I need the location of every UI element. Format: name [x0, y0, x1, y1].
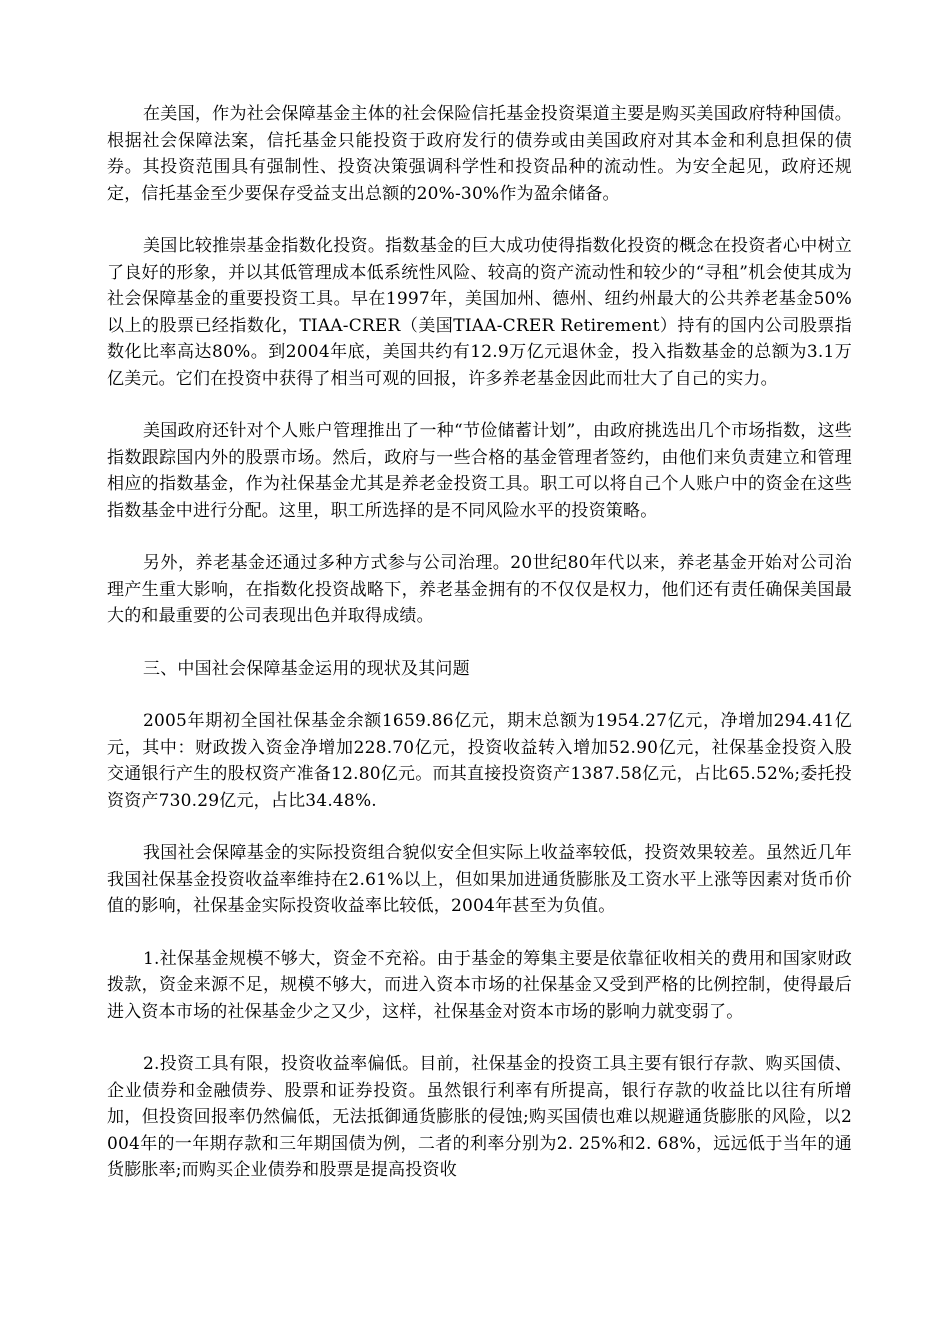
paragraph-us-trust-fund: 在美国，作为社会保障基金主体的社会保险信托基金投资渠道主要是购买美国政府特种国债。根据社会保障法案，信托基金只能投资于政府发行的债券或由美国政府对其本金和利息担保的债券。其投资范围具有强制性、投资决策强调科学性和投资品种的流动性。为安全起见，政府还规定，信托基金至少要保存受益支出总额的20%-30%作为盈余储备。	[107, 104, 852, 204]
paragraph-corporate-governance: 另外，养老基金还通过多种方式参与公司治理。20世纪80年代以来，养老基金开始对公司治理产生重大影响，在指数化投资战略下，养老基金拥有的不仅仅是权力，他们还有责任确保美国最大的和最重要的公司表现出色并取得成绩。	[107, 553, 852, 626]
paragraph-portfolio-returns: 我国社会保障基金的实际投资组合貌似安全但实际上收益率较低，投资效果较差。虽然近几年我国社保基金投资收益率维持在2.61%以上，但如果加进通货膨胀及工资水平上涨等因素对货币价值的影响，社保基金实际投资收益率比较低，2004年甚至为负值。	[107, 843, 852, 916]
paragraph-2005-balance: 2005年期初全国社保基金余额1659.86亿元，期末总额为1954.27亿元，净增加294.41亿元，其中：财政拨入资金净增加228.70亿元，投资收益转入增加52.90亿元，社保基金投资入股交通银行产生的股权资产准备12.80亿元。而其直接投资资产1387.58亿元，占比65.52%;委托投资资产730.29亿元，占比34.48%.	[107, 711, 852, 811]
section-heading-china: 三、中国社会保障基金运用的现状及其问题	[143, 658, 470, 679]
paragraph-point-1: 1.社保基金规模不够大，资金不充裕。由于基金的筹集主要是依靠征收相关的费用和国家财政拨款，资金来源不足，规模不够大，而进入资本市场的社保基金又受到严格的比例控制，使得最后进入资本市场的社保基金少之又少，这样，社保基金对资本市场的影响力就变弱了。	[107, 948, 852, 1022]
document-page	[107, 101, 852, 1184]
paragraph-index-investing: 美国比较推崇基金指数化投资。指数基金的巨大成功使得指数化投资的概念在投资者心中树立了良好的形象，并以其低管理成本低系统性风险、较高的资产流动性和较少的“寻租”机会使其成为社会保障基金的重要投资工具。早在1997年，美国加州、德州、纽约州最大的公共养老基金50%以上的股票已经指数化，TIAA-CRER（美国TIAA-CRER Retirement）持有的国内公司股票指数化比率高达80%。到2004年底，美国共约有12.9万亿元退休金，投入指数基金的总额为3.1万亿美元。它们在投资中获得了相当可观的回报，许多养老基金因此而壮大了自己的实力。	[107, 236, 852, 389]
paragraph-point-2: 2.投资工具有限，投资收益率偏低。目前，社保基金的投资工具主要有银行存款、购买国债、企业债券和金融债券、股票和证券投资。虽然银行利率有所提高，银行存款的收益比以往有所增加，但投资回报率仍然偏低，无法抵御通货膨胀的侵蚀;购买国债也难以规避通货膨胀的风险，以2004年的一年期存款和三年期国债为例，二者的利率分别为2. 25%和2. 68%，远远低于当年的通货膨胀率;而购买企业债券和股票是提高投资收	[107, 1054, 852, 1180]
paragraph-thrift-savings-plan: 美国政府还针对个人账户管理推出了一种“节俭储蓄计划”，由政府挑选出几个市场指数，这些指数跟踪国内外的股票市场。然后，政府与一些合格的基金管理者签约，由他们来负责建立和管理相应的指数基金，作为社保基金尤其是养老金投资工具。职工可以将自己个人账户中的资金在这些指数基金中进行分配。这里，职工所选择的是不同风险水平的投资策略。	[107, 421, 852, 521]
